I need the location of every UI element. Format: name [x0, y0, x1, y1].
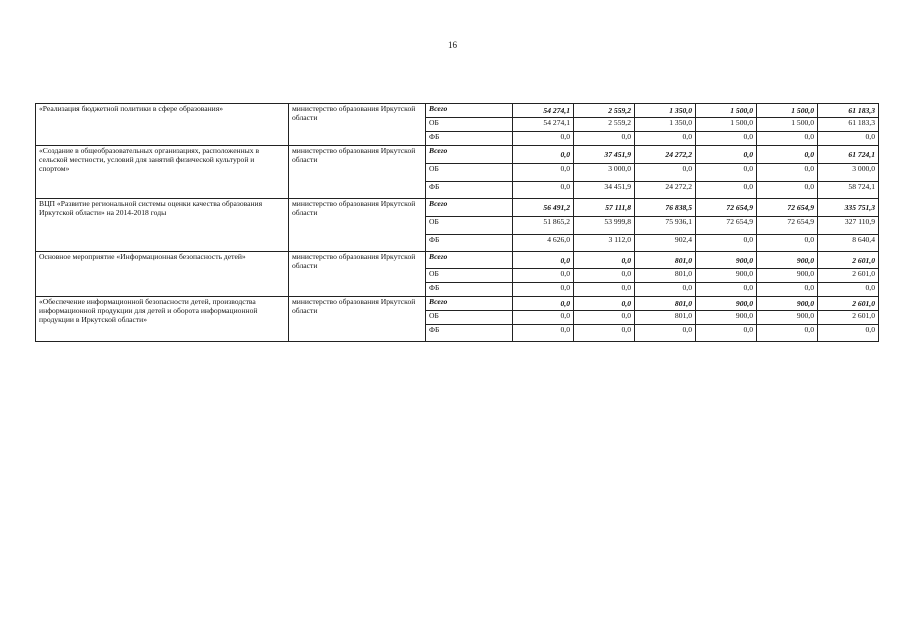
funding-source-ob: ОБ: [426, 164, 513, 182]
sum-cell: 3 000,0: [818, 164, 879, 182]
amount-cell: 3 112,0: [574, 235, 635, 252]
activity-name: «Обеспечение информационной безопасности детей, производства информационной продукции для детей и оборота информационной продукции в Иркутской области»: [36, 297, 289, 342]
sum-cell: 335 751,3: [818, 199, 879, 217]
funding-source-total: Всего: [426, 252, 513, 269]
amount-cell: 0,0: [513, 146, 574, 164]
budget-table: [35, 103, 879, 342]
amount-cell: 54 274,1: [513, 118, 574, 132]
activity-name: Основное мероприятие «Информационная безопасность детей»: [36, 252, 289, 297]
sum-cell: 61 724,1: [818, 146, 879, 164]
table-row: [36, 252, 879, 269]
amount-cell: 0,0: [696, 235, 757, 252]
executor: министерство образования Иркутской области: [289, 104, 426, 146]
amount-cell: 72 654,9: [696, 199, 757, 217]
amount-cell: 0,0: [696, 182, 757, 199]
amount-cell: 900,0: [696, 297, 757, 311]
funding-source-fb: ФБ: [426, 325, 513, 342]
amount-cell: 902,4: [635, 235, 696, 252]
amount-cell: 34 451,9: [574, 182, 635, 199]
amount-cell: 3 000,0: [574, 164, 635, 182]
funding-source-ob: ОБ: [426, 118, 513, 132]
sum-cell: 2 601,0: [818, 269, 879, 283]
sum-cell: 2 601,0: [818, 297, 879, 311]
amount-cell: 0,0: [757, 325, 818, 342]
amount-cell: 72 654,9: [757, 199, 818, 217]
sum-cell: 327 110,9: [818, 217, 879, 235]
amount-cell: 0,0: [757, 235, 818, 252]
amount-cell: 0,0: [574, 325, 635, 342]
amount-cell: 0,0: [513, 164, 574, 182]
table-row: [36, 146, 879, 164]
amount-cell: 4 626,0: [513, 235, 574, 252]
amount-cell: 76 838,5: [635, 199, 696, 217]
sum-cell: 58 724,1: [818, 182, 879, 199]
amount-cell: 24 272,2: [635, 146, 696, 164]
amount-cell: 72 654,9: [757, 217, 818, 235]
amount-cell: 0,0: [635, 164, 696, 182]
budget-table-body: [36, 104, 879, 342]
amount-cell: 56 491,2: [513, 199, 574, 217]
amount-cell: 57 111,8: [574, 199, 635, 217]
amount-cell: 54 274,1: [513, 104, 574, 118]
funding-source-ob: ОБ: [426, 269, 513, 283]
amount-cell: 0,0: [635, 325, 696, 342]
sum-cell: 0,0: [818, 283, 879, 297]
amount-cell: 1 500,0: [696, 118, 757, 132]
amount-cell: 0,0: [696, 283, 757, 297]
amount-cell: 0,0: [513, 311, 574, 325]
amount-cell: 0,0: [574, 252, 635, 269]
funding-source-total: Всего: [426, 297, 513, 311]
amount-cell: 900,0: [757, 311, 818, 325]
amount-cell: 0,0: [635, 283, 696, 297]
amount-cell: 0,0: [757, 146, 818, 164]
amount-cell: 0,0: [513, 283, 574, 297]
amount-cell: 0,0: [696, 132, 757, 146]
amount-cell: 0,0: [513, 182, 574, 199]
amount-cell: 1 500,0: [696, 104, 757, 118]
amount-cell: 0,0: [574, 297, 635, 311]
amount-cell: 801,0: [635, 297, 696, 311]
table-row: [36, 297, 879, 311]
executor: министерство образования Иркутской области: [289, 146, 426, 199]
amount-cell: 1 350,0: [635, 104, 696, 118]
amount-cell: 51 865,2: [513, 217, 574, 235]
amount-cell: 53 999,8: [574, 217, 635, 235]
amount-cell: 801,0: [635, 269, 696, 283]
amount-cell: 0,0: [513, 297, 574, 311]
amount-cell: 2 559,2: [574, 118, 635, 132]
amount-cell: 900,0: [757, 297, 818, 311]
amount-cell: 900,0: [757, 269, 818, 283]
amount-cell: 1 350,0: [635, 118, 696, 132]
amount-cell: 0,0: [696, 146, 757, 164]
sum-cell: 2 601,0: [818, 252, 879, 269]
sum-cell: 61 183,3: [818, 104, 879, 118]
funding-source-ob: ОБ: [426, 217, 513, 235]
funding-source-ob: ОБ: [426, 311, 513, 325]
page-number: 16: [448, 40, 457, 50]
sum-cell: 0,0: [818, 132, 879, 146]
executor: министерство образования Иркутской области: [289, 297, 426, 342]
amount-cell: 0,0: [574, 283, 635, 297]
amount-cell: 801,0: [635, 311, 696, 325]
table-row: [36, 199, 879, 217]
funding-source-fb: ФБ: [426, 283, 513, 297]
amount-cell: 37 451,9: [574, 146, 635, 164]
amount-cell: 24 272,2: [635, 182, 696, 199]
sum-cell: 2 601,0: [818, 311, 879, 325]
amount-cell: 0,0: [635, 132, 696, 146]
amount-cell: 0,0: [513, 252, 574, 269]
amount-cell: 0,0: [696, 164, 757, 182]
amount-cell: 0,0: [696, 325, 757, 342]
amount-cell: 72 654,9: [696, 217, 757, 235]
amount-cell: 801,0: [635, 252, 696, 269]
sum-cell: 0,0: [818, 325, 879, 342]
amount-cell: 0,0: [513, 269, 574, 283]
sum-cell: 8 640,4: [818, 235, 879, 252]
amount-cell: 75 936,1: [635, 217, 696, 235]
amount-cell: 0,0: [574, 132, 635, 146]
funding-source-total: Всего: [426, 146, 513, 164]
funding-source-total: Всего: [426, 199, 513, 217]
amount-cell: 0,0: [757, 132, 818, 146]
amount-cell: 0,0: [513, 132, 574, 146]
amount-cell: 0,0: [757, 283, 818, 297]
amount-cell: 0,0: [513, 325, 574, 342]
amount-cell: 0,0: [574, 311, 635, 325]
executor: министерство образования Иркутской области: [289, 252, 426, 297]
amount-cell: 900,0: [696, 311, 757, 325]
amount-cell: 900,0: [696, 252, 757, 269]
funding-source-fb: ФБ: [426, 182, 513, 199]
amount-cell: 0,0: [574, 269, 635, 283]
amount-cell: 0,0: [757, 164, 818, 182]
funding-source-fb: ФБ: [426, 235, 513, 252]
funding-source-total: Всего: [426, 104, 513, 118]
executor: министерство образования Иркутской области: [289, 199, 426, 252]
amount-cell: 0,0: [757, 182, 818, 199]
sum-cell: 61 183,3: [818, 118, 879, 132]
table-row: [36, 104, 879, 118]
activity-name: ВЦП «Развитие региональной системы оценки качества образования Иркутской области» на 2014-2018 годы: [36, 199, 289, 252]
amount-cell: 900,0: [757, 252, 818, 269]
amount-cell: 1 500,0: [757, 118, 818, 132]
activity-name: «Реализация бюджетной политики в сфере образования»: [36, 104, 289, 146]
funding-source-fb: ФБ: [426, 132, 513, 146]
amount-cell: 1 500,0: [757, 104, 818, 118]
activity-name: «Создание в общеобразовательных организациях, расположенных в сельской местности, условий для занятий физической культурой и спортом»: [36, 146, 289, 199]
amount-cell: 900,0: [696, 269, 757, 283]
amount-cell: 2 559,2: [574, 104, 635, 118]
